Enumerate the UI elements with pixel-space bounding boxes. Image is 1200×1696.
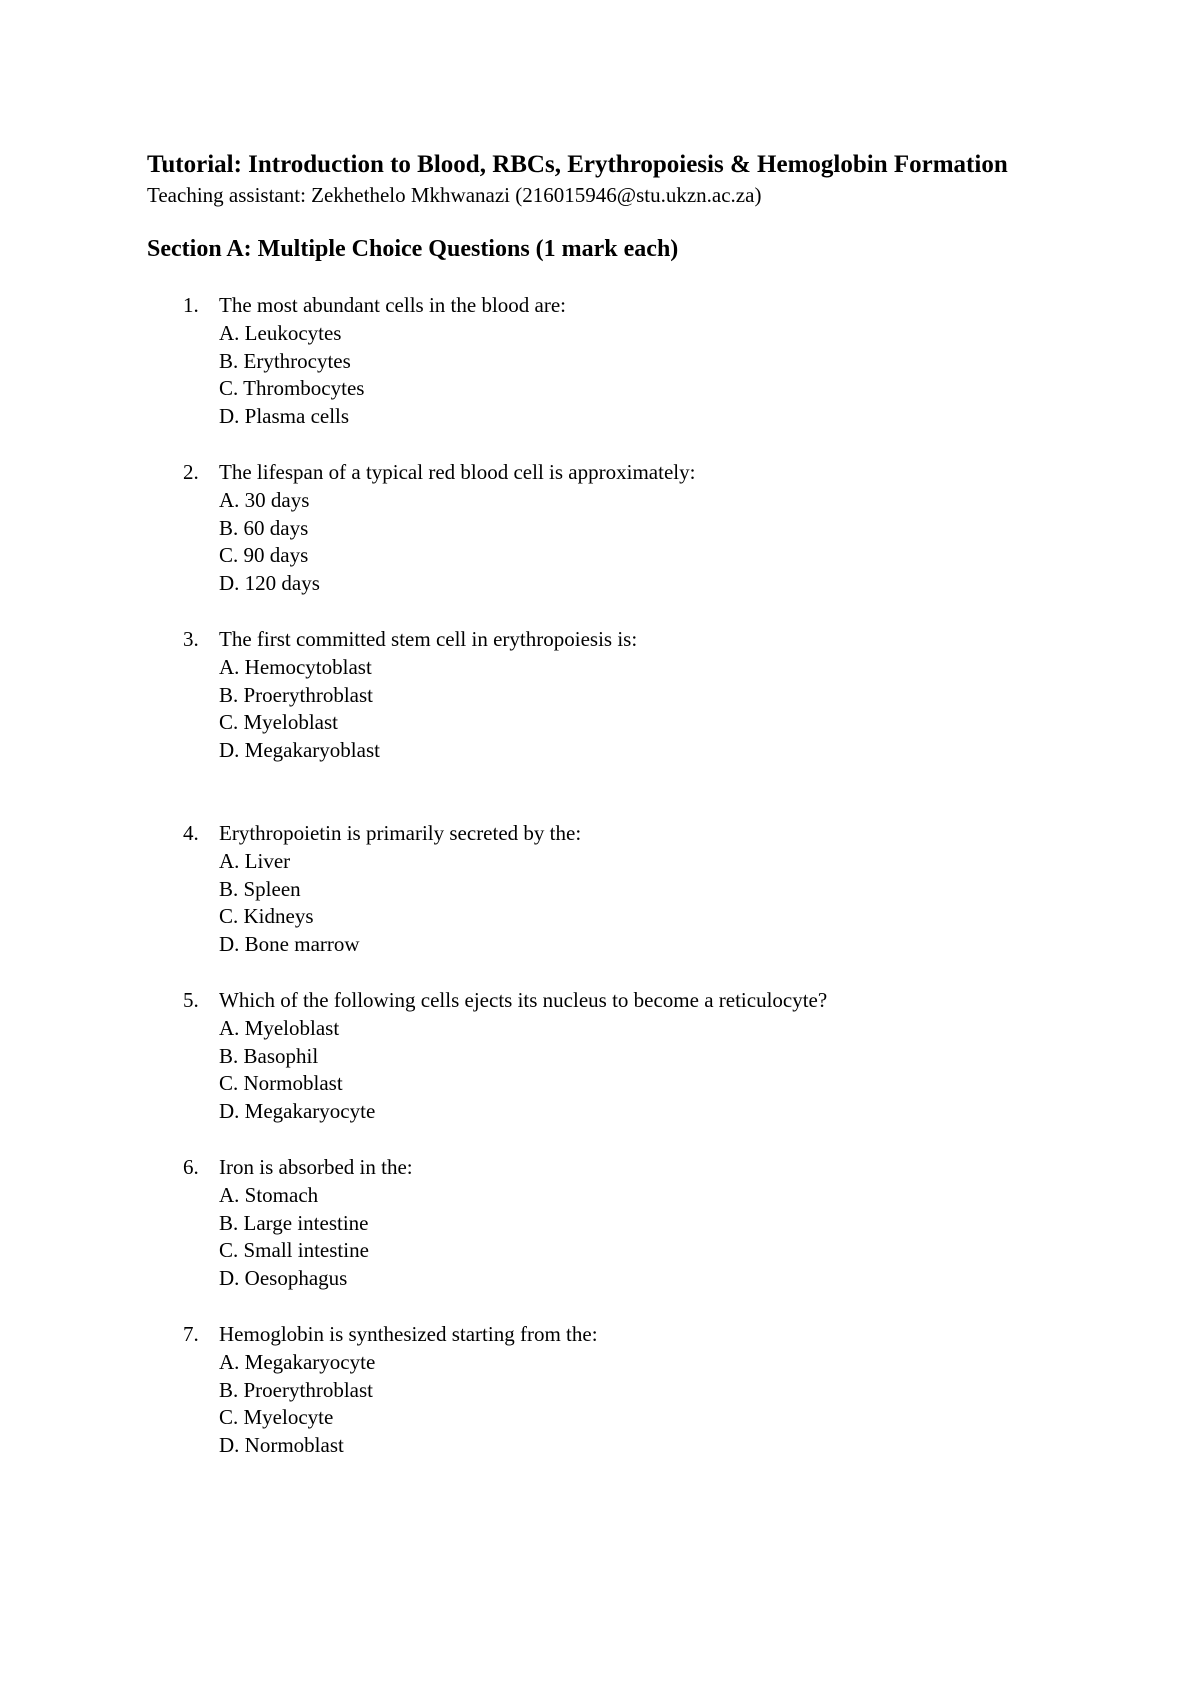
question-text: Iron is absorbed in the: [219,1154,413,1179]
question-6 [147,1154,1067,1293]
question-text: The most abundant cells in the blood are: [219,293,566,317]
option-list [219,320,1067,431]
question-text: Which of the following cells ejects its nucleus to become a reticulocyte? [219,987,828,1012]
question-text: Erythropoietin is primarily secreted by the: [219,820,582,845]
option-b: B. Large intestine [219,1210,369,1235]
question-number: 6. [183,1154,199,1179]
option-a: A. Liver [219,848,291,873]
option-a: A. Stomach [219,1182,319,1207]
option-d: D. Megakaryoblast [219,738,380,763]
option-list [219,1015,1067,1126]
question-number: 5. [183,987,199,1012]
option-c: C. Myelocyte [219,1405,334,1430]
option-list [219,1182,1067,1293]
option-c: C. Thrombocytes [219,376,365,401]
question-number: 2. [183,459,199,484]
option-list [219,654,1067,765]
option-a: A. Myeloblast [219,1015,340,1040]
option-a: A. Leukocytes [219,320,342,345]
option-b: B. 60 days [219,515,309,540]
option-d: D. Plasma cells [219,404,350,429]
question-text: The first committed stem cell in erythropoiesis is: [219,626,638,651]
question-5 [147,987,1067,1126]
option-d: D. Bone marrow [219,932,360,957]
option-list [219,1349,1067,1460]
option-b: B. Basophil [219,1043,319,1068]
option-c: C. Normoblast [219,1071,343,1096]
option-c: C. 90 days [219,543,309,568]
question-number: 3. [183,626,199,651]
option-b: B. Proerythroblast [219,682,373,707]
question-number: 4. [183,820,199,845]
document-title: Tutorial: Introduction to Blood, RBCs, Erythropoiesis & Hemoglobin Formation [147,151,1008,178]
question-3 [147,626,1067,765]
question-4 [147,820,1067,959]
option-list [219,487,1067,598]
option-c: C. Myeloblast [219,710,338,735]
question-text: Hemoglobin is synthesized starting from the: [219,1321,598,1346]
option-d: D. Oesophagus [219,1266,348,1291]
option-d: D. 120 days [219,571,320,596]
option-d: D. Normoblast [219,1433,344,1458]
section-a-heading: Section A: Multiple Choice Questions (1 mark each) [147,236,679,262]
question-text: The lifespan of a typical red blood cell is approximately: [219,459,696,484]
option-d: D. Megakaryocyte [219,1099,376,1124]
option-b: B. Erythrocytes [219,348,351,373]
question-2 [147,459,1067,598]
option-b: B. Proerythroblast [219,1377,373,1402]
option-a: A. 30 days [219,487,310,512]
option-b: B. Spleen [219,876,301,901]
option-a: A. Megakaryocyte [219,1349,376,1374]
question-number: 7. [183,1321,199,1346]
question-list [147,292,1067,1460]
option-c: C. Small intestine [219,1238,369,1263]
document-page [147,149,1067,1460]
teaching-assistant-line: Teaching assistant: Zekhethelo Mkhwanazi (216015946@stu.ukzn.ac.za) [147,183,762,207]
question-number: 1. [183,293,199,317]
option-a: A. Hemocytoblast [219,654,372,679]
question-1 [147,292,1067,431]
option-c: C. Kidneys [219,904,314,929]
question-7 [147,1321,1067,1460]
option-list [219,848,1067,959]
